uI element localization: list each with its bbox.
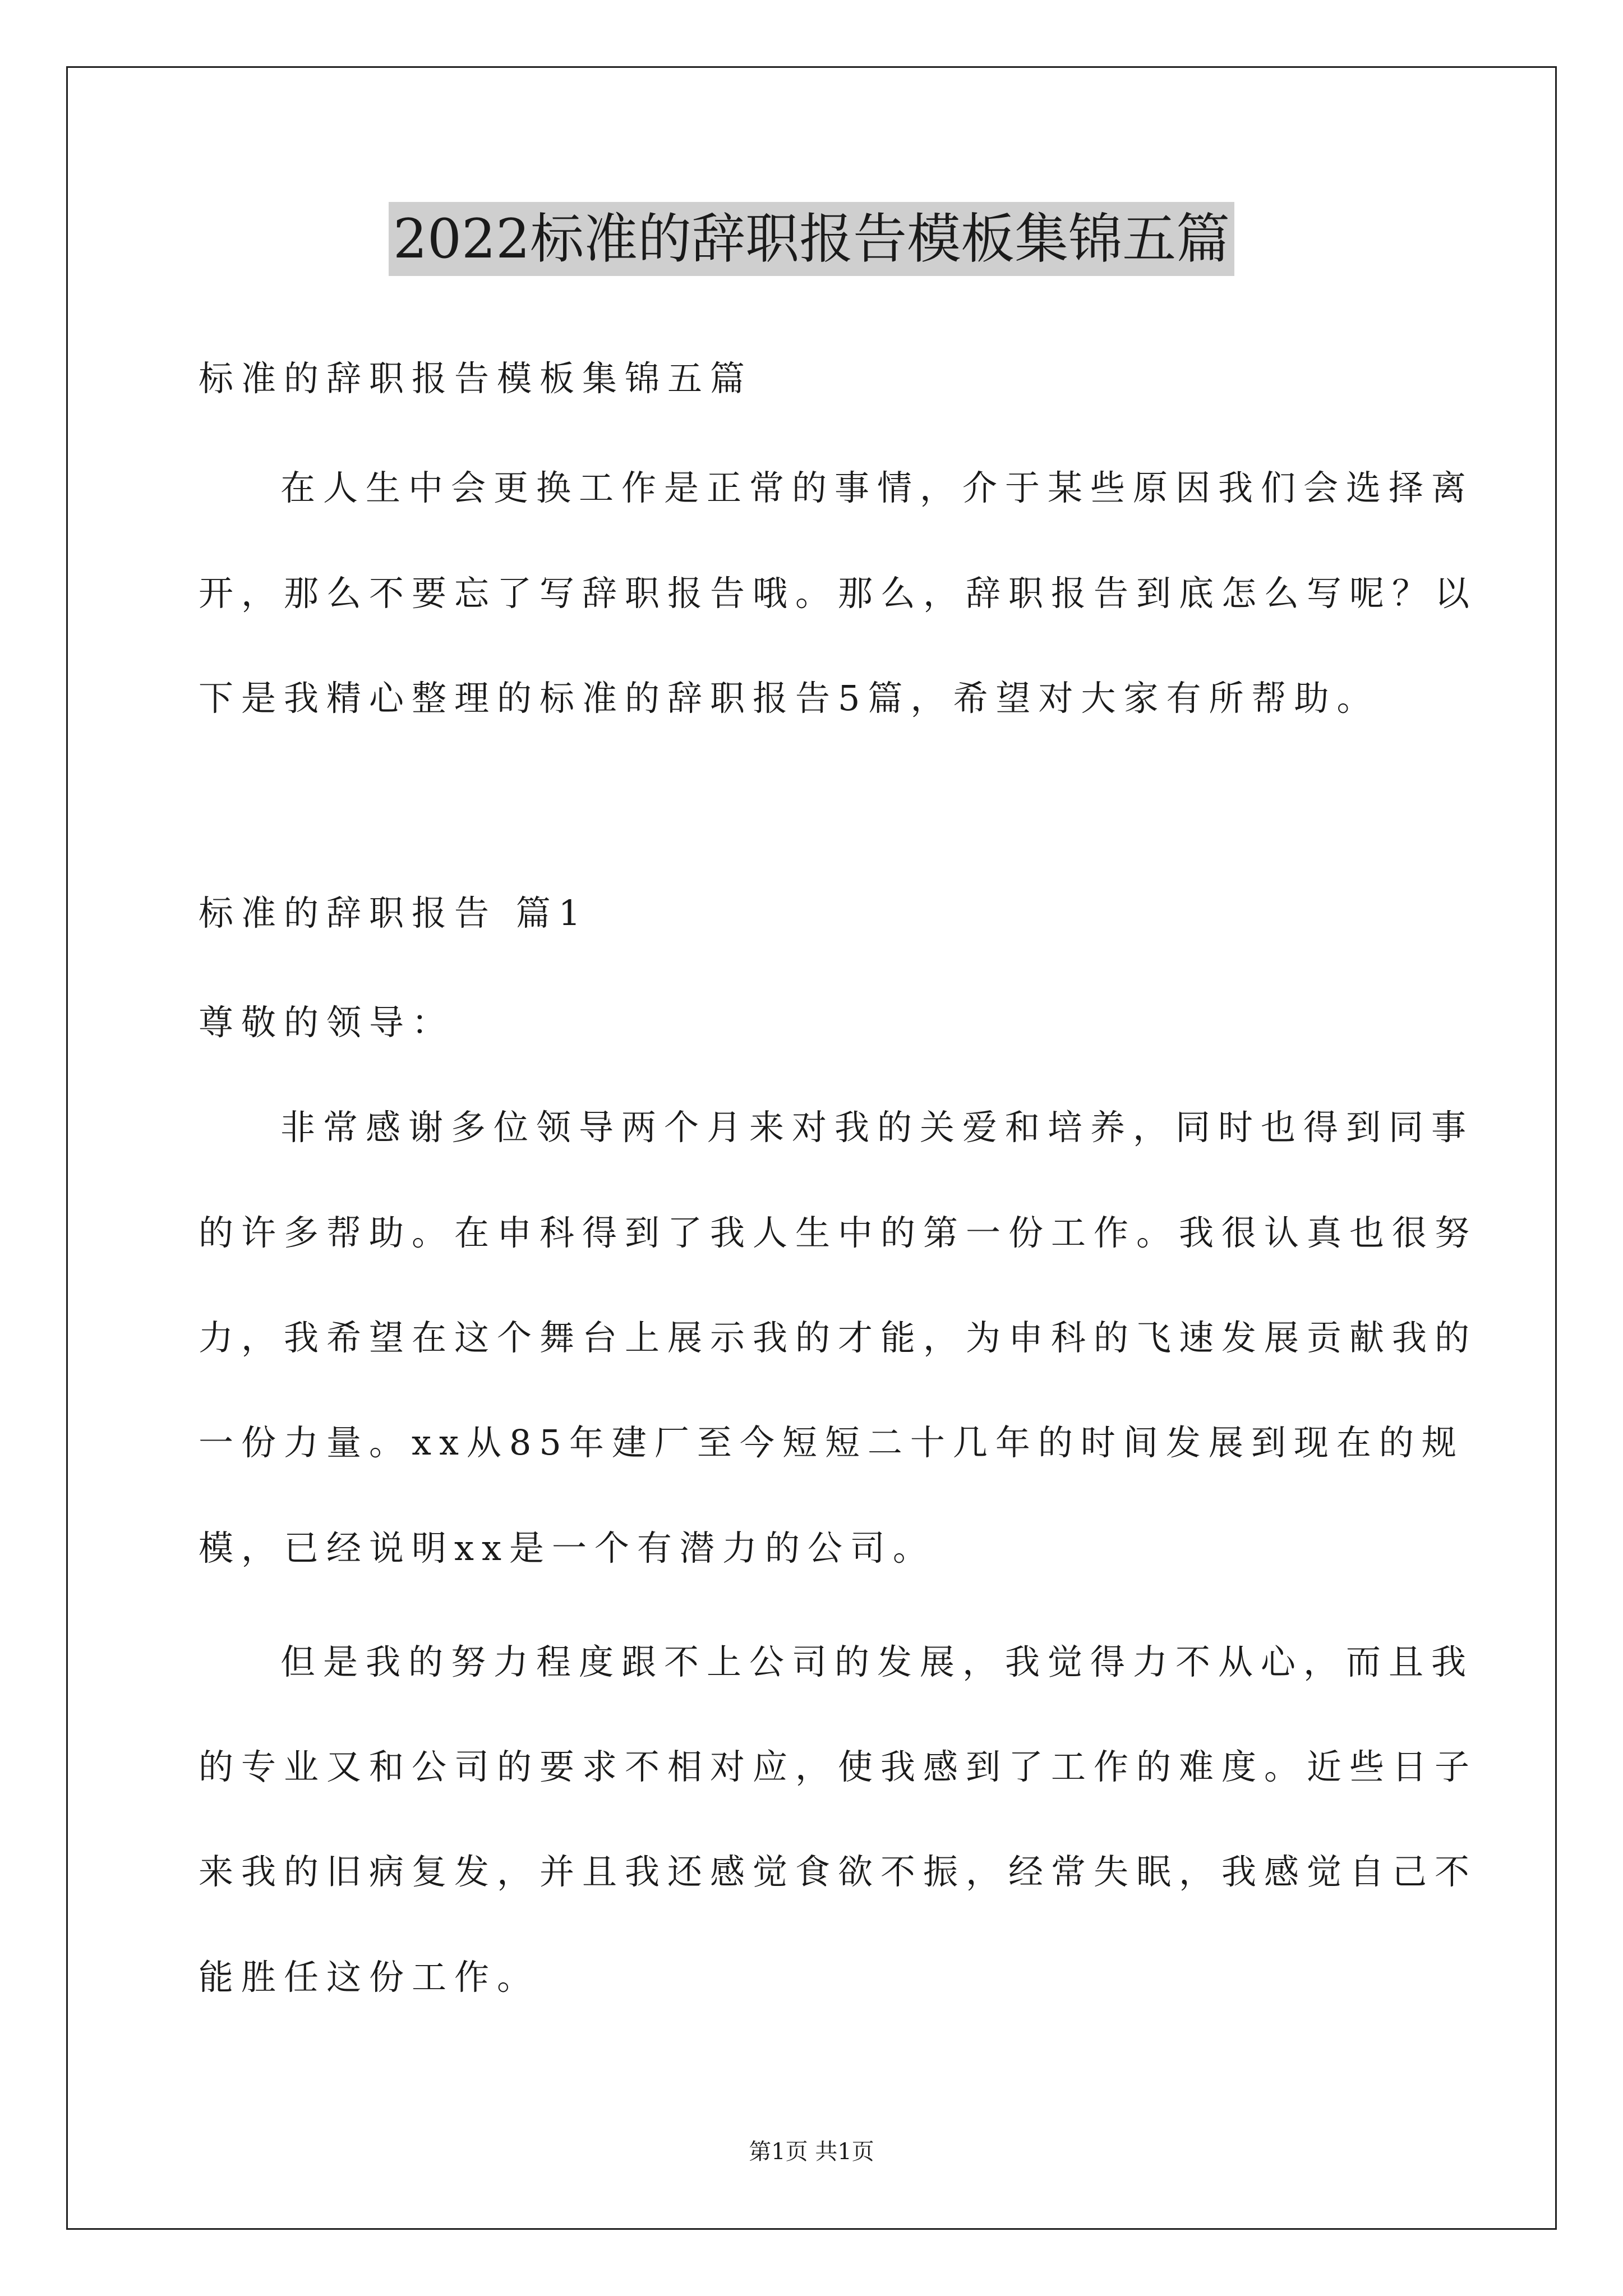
paragraph-line: 模，已经说明xx是一个有潜力的公司。 [199,1527,935,1568]
paragraph-line: 非常感谢多位领导两个月来对我的关爱和培养，同时也得到同事 [280,1107,1474,1148]
paragraph-line: 的许多帮助。在申科得到了我人生中的第一份工作。我很认真也很努 [199,1212,1478,1253]
paragraph-line: 能胜任这份工作。 [199,1957,540,1998]
section-heading: 标准的辞职报告 篇1 [199,892,589,933]
paragraph-line: 的专业又和公司的要求不相对应，使我感到了工作的难度。近些日子 [199,1746,1478,1787]
paragraph-line: 来我的旧病复发，并且我还感觉食欲不振，经常失眠，我感觉自己不 [199,1851,1478,1892]
paragraph-line: 一份力量。xx从85年建厂至今短短二十几年的时间发展到现在的规 [199,1422,1464,1463]
page-footer: 第1页 共1页 [749,2139,874,2165]
title-container [0,202,1623,276]
subtitle: 标准的辞职报告模板集锦五篇 [199,358,753,399]
document-title: 2022标准的辞职报告模板集锦五篇 [389,202,1234,276]
salutation: 尊敬的领导： [199,1002,455,1043]
intro-line: 在人生中会更换工作是正常的事情，介于某些原因我们会选择离 [280,467,1474,508]
intro-line: 开，那么不要忘了写辞职报告哦。那么，辞职报告到底怎么写呢？以 [199,573,1478,614]
intro-line: 下是我精心整理的标准的辞职报告5篇，希望对大家有所帮助。 [199,678,1380,719]
paragraph-line: 力，我希望在这个舞台上展示我的才能，为申科的飞速发展贡献我的 [199,1317,1478,1358]
paragraph-line: 但是我的努力程度跟不上公司的发展，我觉得力不从心，而且我 [280,1641,1474,1682]
